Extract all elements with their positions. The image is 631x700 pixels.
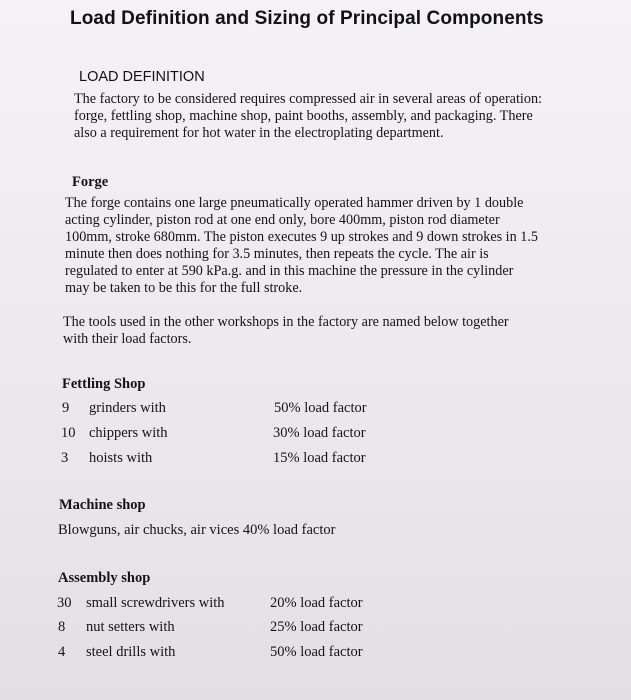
table-row: [57, 595, 397, 615]
tool-cell: small screwdrivers with: [86, 595, 225, 611]
text-line: also a requirement for hot water in the electroplating department.: [74, 125, 444, 141]
qty-cell: 30: [57, 595, 72, 611]
text-line: regulated to enter at 590 kPa.g. and in this machine the pressure in the cylinder: [65, 263, 514, 279]
machine-shop-heading: Machine shop: [59, 497, 146, 513]
factor-cell: 50% load factor: [270, 644, 363, 660]
qty-cell: 3: [61, 450, 69, 466]
qty-cell: 10: [61, 425, 76, 441]
load-definition-paragraph: [74, 91, 542, 142]
tool-cell: chippers with: [89, 425, 168, 441]
table-row: [57, 644, 397, 664]
factor-cell: 50% load factor: [274, 400, 367, 416]
table-row: [61, 425, 401, 445]
fettling-shop-heading: Fettling Shop: [62, 376, 146, 392]
tool-cell: nut setters with: [86, 619, 175, 635]
text-line: The forge contains one large pneumatically operated hammer driven by 1 double: [65, 195, 524, 211]
text-line: 100mm, stroke 680mm. The piston executes 9 up strokes and 9 down strokes in 1.5: [65, 229, 538, 245]
tool-cell: steel drills with: [86, 644, 176, 660]
forge-paragraph: [65, 195, 538, 297]
text-line: with their load factors.: [63, 331, 192, 347]
factor-cell: 15% load factor: [273, 450, 366, 466]
machine-shop-line: Blowguns, air chucks, air vices 40% load factor: [58, 522, 336, 538]
forge-heading: Forge: [72, 174, 109, 190]
factor-cell: 30% load factor: [273, 425, 366, 441]
text-line: forge, fettling shop, machine shop, paint booths, assembly, and packaging. There: [74, 108, 533, 124]
table-row: [62, 400, 402, 420]
qty-cell: 9: [62, 400, 70, 416]
tool-cell: grinders with: [89, 400, 166, 416]
table-row: [57, 619, 397, 639]
text-line: minute then does nothing for 3.5 minutes, then repeats the cycle. The air is: [65, 246, 489, 262]
qty-cell: 4: [58, 644, 66, 660]
assembly-shop-heading: Assembly shop: [58, 570, 151, 586]
factor-cell: 20% load factor: [270, 595, 363, 611]
load-definition-heading: LOAD DEFINITION: [79, 69, 205, 85]
factor-cell: 25% load factor: [270, 619, 363, 635]
tool-cell: hoists with: [89, 450, 153, 466]
text-line: acting cylinder, piston rod at one end only, bore 400mm, piston rod diameter: [65, 212, 500, 228]
table-row: [61, 450, 401, 470]
tools-intro-paragraph: [63, 314, 509, 348]
page-title: Load Definition and Sizing of Principal Components: [70, 8, 544, 29]
text-line: The tools used in the other workshops in the factory are named below together: [63, 314, 509, 330]
text-line: may be taken to be this for the full stroke.: [65, 280, 303, 296]
text-line: The factory to be considered requires compressed air in several areas of operation:: [74, 91, 542, 107]
qty-cell: 8: [58, 619, 66, 635]
